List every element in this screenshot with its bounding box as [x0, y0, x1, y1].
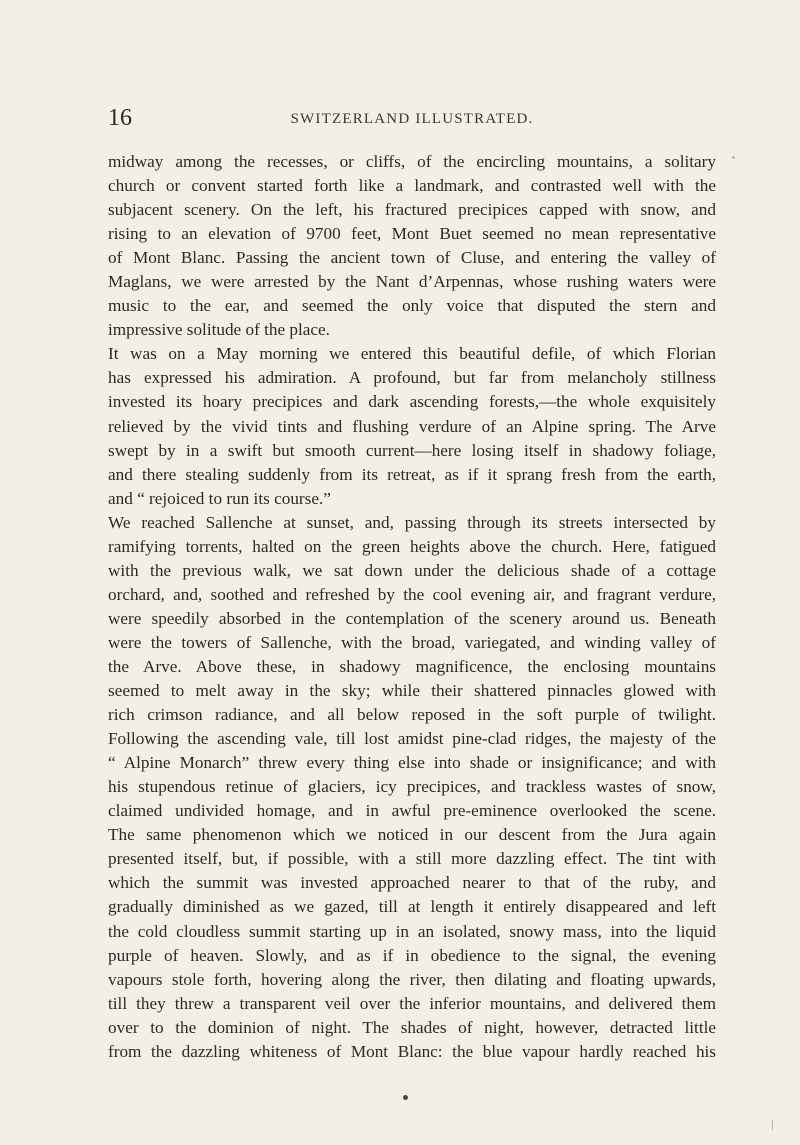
text-line: vapours stole forth, hovering along the river, then dilating and floating upwards, [108, 969, 716, 989]
text-line: and “ rejoiced to run its course.” [108, 488, 331, 508]
text-line: over to the dominion of night. The shades of night, however, detracted little [108, 1017, 716, 1037]
text-line: were speedily absorbed in the contemplation of the scenery around us. Beneath [108, 608, 716, 628]
text-line: midway among the recesses, or cliffs, of the encircling mountains, a solitary [108, 152, 716, 171]
text-line: claimed undivided homage, and in awful pre-eminence overlooked the scene. [108, 801, 716, 821]
text-line: invested its hoary precipices and dark ascending forests,—the whole exquisitely [108, 392, 716, 412]
margin-mark [772, 1120, 773, 1130]
body-text [108, 150, 716, 1064]
text-line: church or convent started forth like a landmark, and contrasted well with the [108, 176, 716, 196]
text-line: gradually diminished as we gazed, till at length it entirely disappeared and left [108, 897, 716, 917]
text-line: Maglans, we were arrested by the Nant d’Arpennas, whose rushing waters were [108, 272, 716, 292]
text-line: orchard, and, soothed and refreshed by the cool evening air, and fragrant verdure, [108, 584, 716, 604]
text-line: “ Alpine Monarch” threw every thing else into shade or insignificance; and with [108, 753, 716, 773]
text-line: seemed to melt away in the sky; while their shattered pinnacles glowed with [108, 681, 716, 701]
text-line: music to the ear, and seemed the only voice that disputed the stern and [108, 296, 716, 316]
text-line: with the previous walk, we sat down under the delicious shade of a cottage [108, 560, 716, 580]
running-head [108, 104, 716, 132]
text-line: presented itself, but, if possible, with a still more dazzling effect. The tint with [108, 849, 716, 869]
ink-dot-mark [403, 1095, 408, 1100]
text-line: ramifying torrents, halted on the green heights above the church. Here, fatigued [108, 536, 716, 556]
text-line: The same phenomenon which we noticed in our descent from the Jura again [108, 825, 716, 845]
text-line: his stupendous retinue of glaciers, icy precipices, and trackless wastes of snow, [108, 777, 716, 797]
text-line: relieved by the vivid tints and flushing verdure of an Alpine spring. The Arve [108, 416, 716, 436]
text-line: rich crimson radiance, and all below reposed in the soft purple of twilight. [108, 705, 716, 725]
text-line: till they threw a transparent veil over the inferior mountains, and delivered them [108, 993, 716, 1013]
text-line: swept by in a swift but smooth current—here losing itself in shadowy foliage, [108, 440, 716, 460]
text-line: Following the ascending vale, till lost amidst pine-clad ridges, the majesty of the [108, 729, 716, 749]
text-line: rising to an elevation of 9700 feet, Mont Buet seemed no mean representative [108, 224, 716, 244]
page-number: 16 [108, 105, 132, 131]
text-line: impressive solitude of the place. [108, 320, 330, 340]
text-line: the cold cloudless summit starting up in an isolated, snowy mass, into the liquid [108, 921, 716, 941]
text-line: and there stealing suddenly from its retreat, as if it sprang fresh from the earth, [108, 464, 716, 484]
text-line: purple of heaven. Slowly, and as if in obedience to the signal, the evening [108, 945, 716, 965]
speck-mark [732, 156, 735, 159]
text-line: It was on a May morning we entered this beautiful defile, of which Florian [108, 344, 716, 364]
text-line: were the towers of Sallenche, with the broad, variegated, and winding valley of [108, 632, 716, 652]
text-line: of Mont Blanc. Passing the ancient town of Cluse, and entering the valley of [108, 248, 716, 268]
text-line: subjacent scenery. On the left, his fractured precipices capped with snow, and [108, 200, 716, 220]
text-line: the Arve. Above these, in shadowy magnificence, the enclosing mountains [108, 656, 716, 676]
text-line: We reached Sallenche at sunset, and, passing through its streets intersected by [108, 512, 716, 532]
running-title: SWITZERLAND ILLUSTRATED. [290, 111, 534, 127]
text-line: which the summit was invested approached nearer to that of the ruby, and [108, 873, 716, 893]
text-line: from the dazzling whiteness of Mont Blanc: the blue vapour hardly reached his [108, 1041, 716, 1061]
text-line: has expressed his admiration. A profound, but far from melancholy stillness [108, 368, 716, 388]
